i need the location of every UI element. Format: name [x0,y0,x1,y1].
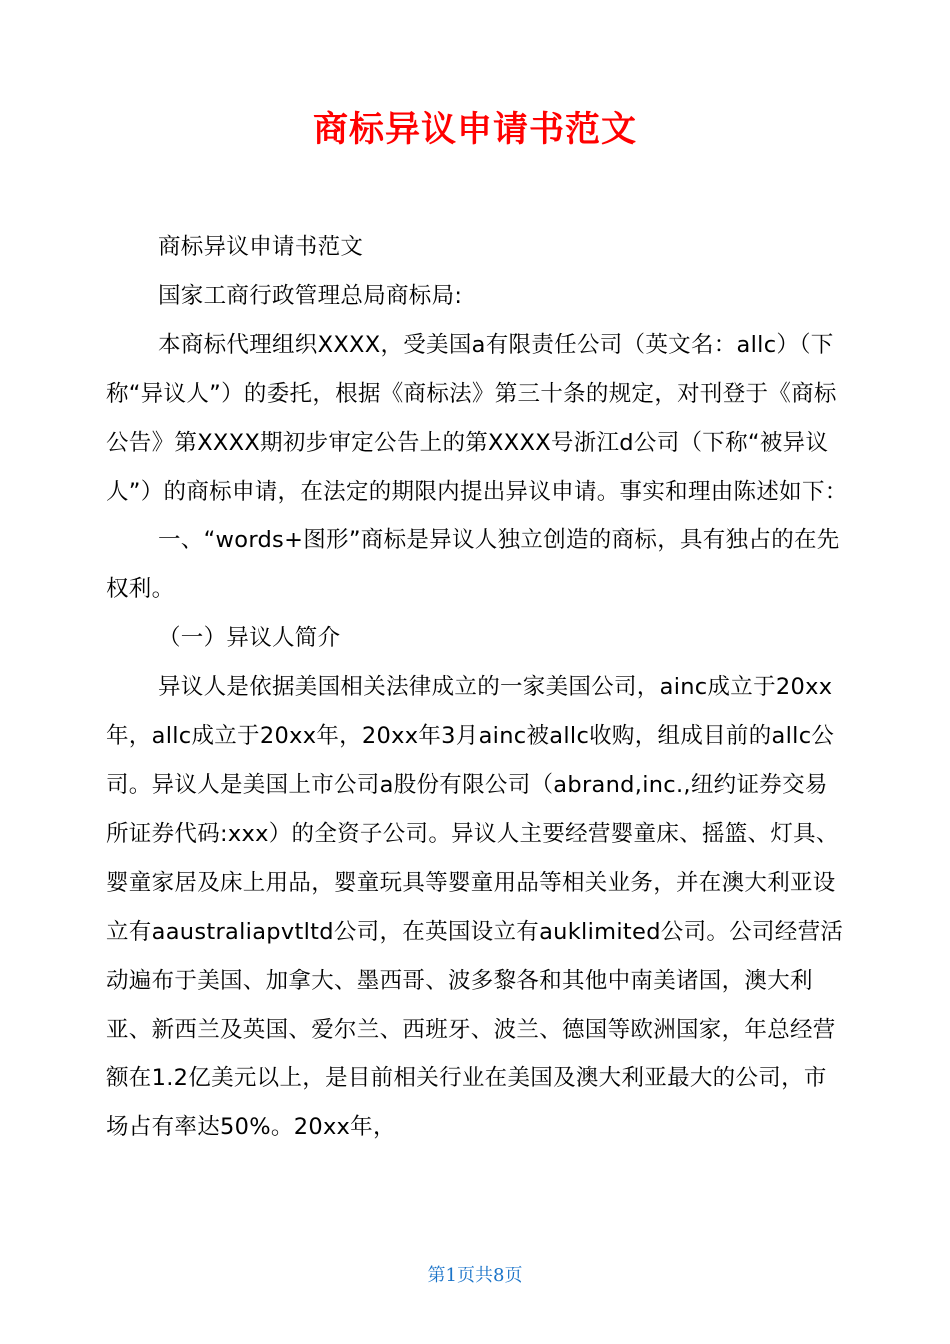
document-body [106,223,848,1152]
document-title: 商标异议申请书范文 [312,110,637,150]
paragraph-addressee: 国家工商行政管理总局商标局: [158,282,463,309]
page-number-footer: 第1页共8页 [427,1265,523,1286]
paragraph-heading: 商标异议申请书范文 [158,234,364,260]
paragraph-subsection-one: （一）异议人简介 [158,625,341,652]
paragraph-section-one: 一、“words+图形”商标是异议人独立创造的商标，具有独占的在先权利。 [106,527,840,603]
paragraph-intro: 本商标代理组织XXXX，受美国a有限责任公司（英文名：allc）（下称“异议人”）的委托，根据《商标法》第三十条的规定，对刊登于《商标公告》第XXXX期初步审定公告上的第XXXX号浙江d公司（下称“被异议人”）的商标申请，在法定的期限内提出异议申请。事实和理由陈述如下： [106,331,848,505]
paragraph-opposer-profile: 异议人是依据美国相关法律成立的一家美国公司，ainc成立于20xx年，allc成立于20xx年，20xx年3月ainc被allc收购，组成目前的allc公司。异议人是美国上市公司a股份有限公司（abrand,inc.,纽约证券交易所证券代码:xxx）的全资子公司。异议人主要经营婴童床、摇篮、灯具、婴童家居及床上用品，婴童玩具等婴童用品等相关业务，并在澳大利亚设立有aaustraliapvtltd公司，在英国设立有auklimited公司。公司经营活动遍布于美国、加拿大、墨西哥、波多黎各和其他中南美诸国，澳大利亚、新西兰及英国、爱尔兰、西班牙、波兰、德国等欧洲国家，年总经营额在1.2亿美元以上，是目前相关行业在美国及澳大利亚最大的公司，市场占有率达50%。20xx年， [106,674,844,1141]
